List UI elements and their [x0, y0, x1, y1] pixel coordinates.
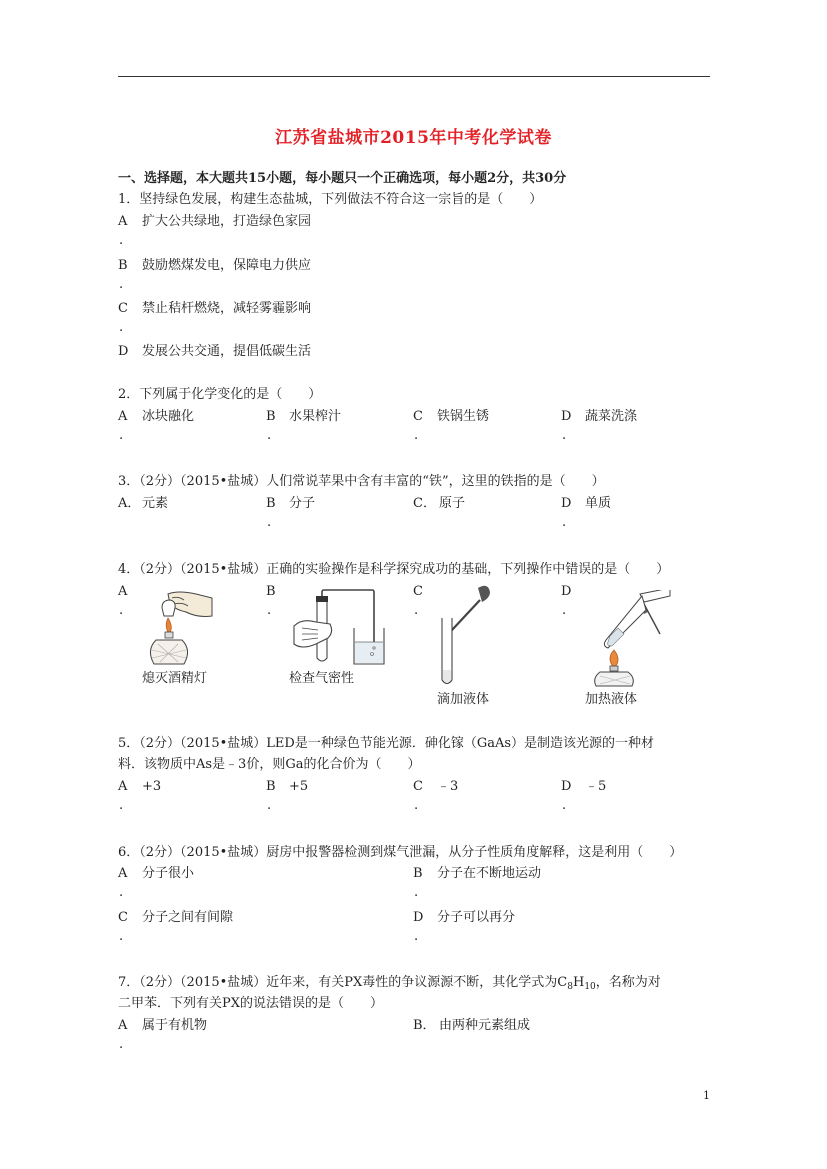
q2-option-b[interactable]: 水果榨汁 [289, 409, 342, 424]
q4-option-a-caption: 熄灭酒精灯 [142, 671, 208, 686]
q3-option-d[interactable]: 单质 [585, 496, 612, 511]
figure-heating[interactable] [584, 590, 674, 688]
bullet-dot: . [119, 929, 124, 944]
q3-option-c[interactable]: 原子 [439, 496, 466, 511]
q5-option-c[interactable]: ﹣3 [437, 779, 459, 794]
bullet-dot: . [267, 798, 272, 813]
q6-option-b-letter: B [413, 866, 423, 881]
q2-option-d-letter: D [561, 409, 572, 424]
q1-option-a[interactable]: 扩大公共绿地，打造绿色家园 [142, 214, 312, 229]
bullet-dot: . [119, 277, 124, 292]
bullet-dot: . [267, 603, 272, 618]
bullet-dot: . [414, 885, 419, 900]
page-number: 1 [703, 1089, 710, 1102]
bullet-dot: . [119, 603, 124, 618]
bullet-dot: . [562, 798, 567, 813]
q1-option-b-letter: B [118, 258, 128, 273]
q5-stem-line1: 5．（2分）（2015•盐城）LED是一种绿色节能光源．砷化镓（GaAs）是制造该光源的一种材 [118, 736, 655, 751]
header-rule [118, 76, 710, 77]
q3-option-a[interactable]: 元素 [142, 496, 169, 511]
q6-option-d-letter: D [413, 910, 424, 925]
bullet-dot: . [562, 428, 567, 443]
bullet-dot: . [267, 515, 272, 530]
figure-airtightness[interactable] [288, 588, 388, 666]
bullet-dot: . [119, 233, 124, 248]
q4-option-d-caption: 加热液体 [585, 692, 638, 707]
q1-stem: 1．坚持绿色发展，构建生态盐城，下列做法不符合这一宗旨的是（ ） [118, 192, 543, 207]
q1-option-c[interactable]: 禁止秸杆燃烧，减轻雾霾影响 [142, 301, 312, 316]
bullet-dot: . [119, 320, 124, 335]
q2-stem: 2．下列属于化学变化的是（ ） [118, 387, 322, 402]
q5-option-b[interactable]: +5 [289, 779, 309, 794]
q5-option-a-letter: A [118, 779, 128, 794]
q6-option-a-letter: A [118, 866, 128, 881]
q4-option-a-letter: A [118, 584, 128, 599]
q3-option-a-letter: A． [118, 496, 141, 511]
q6-option-d[interactable]: 分子可以再分 [437, 910, 516, 925]
q5-option-d[interactable]: ﹣5 [585, 779, 607, 794]
q7-option-a[interactable]: 属于有机物 [142, 1018, 208, 1033]
bullet-dot: . [119, 798, 124, 813]
q6-stem: 6．（2分）（2015•盐城）厨房中报警器检测到煤气泄漏，从分子性质角度解释，这是利用（ ） [118, 845, 683, 860]
bullet-dot: . [414, 603, 419, 618]
q4-stem: 4．（2分）（2015•盐城）正确的实验操作是科学探究成功的基础，下列操作中错误的是（ ） [118, 562, 670, 577]
q4-option-b-caption: 检查气密性 [289, 671, 355, 686]
q5-stem-line2: 料．该物质中As是﹣3价，则Ga的化合价为（ ） [118, 757, 421, 772]
bullet-dot: . [119, 428, 124, 443]
q2-option-c-letter: C [413, 409, 423, 424]
q5-option-a[interactable]: +3 [142, 779, 162, 794]
bullet-dot: . [562, 603, 567, 618]
bullet-dot: . [119, 885, 124, 900]
q3-option-c-letter: C． [413, 496, 436, 511]
q1-option-d-letter: D [118, 344, 129, 359]
q3-option-b[interactable]: 分子 [289, 496, 316, 511]
q2-option-a[interactable]: 冰块融化 [142, 409, 195, 424]
q6-option-a[interactable]: 分子很小 [142, 866, 195, 881]
figure-alcohol-lamp[interactable] [138, 588, 214, 668]
q2-option-c[interactable]: 铁锅生锈 [437, 409, 490, 424]
bullet-dot: . [414, 929, 419, 944]
q6-option-c-letter: C [118, 910, 128, 925]
q4-option-d-letter: D [561, 584, 572, 599]
q2-option-d[interactable]: 蔬菜洗涤 [585, 409, 638, 424]
q1-option-b[interactable]: 鼓励燃煤发电，保障电力供应 [142, 258, 312, 273]
q7-stem-line2: 二甲苯．下列有关PX的说法错误的是（ ） [118, 996, 384, 1011]
q2-option-b-letter: B [266, 409, 276, 424]
q1-option-c-letter: C [118, 301, 128, 316]
bullet-dot: . [414, 428, 419, 443]
q4-option-c-caption: 滴加液体 [437, 692, 490, 707]
q4-option-b-letter: B [266, 584, 276, 599]
q1-option-d[interactable]: 发展公共交通，提倡低碳生活 [142, 344, 312, 359]
q6-option-b[interactable]: 分子在不断地运动 [437, 866, 542, 881]
q3-option-b-letter: B [266, 496, 276, 511]
q5-option-b-letter: B [266, 779, 276, 794]
q7-stem-line1: 7．（2分）（2015•盐城）近年来，有关PX毒性的争议源源不断，其化学式为$C_8H_{10}$，名称为对 [118, 975, 661, 992]
bullet-dot: . [562, 515, 567, 530]
q1-option-a-letter: A [118, 214, 128, 229]
q7-option-b-letter: B． [413, 1018, 436, 1033]
q3-stem: 3．（2分）（2015•盐城）人们常说苹果中含有丰富的“铁”，这里的铁指的是（ ） [118, 474, 605, 489]
q3-option-d-letter: D [561, 496, 572, 511]
section-heading: 一、选择题，本大题共15小题，每小题只一个正确选项，每小题2分，共30分 [118, 171, 567, 186]
bullet-dot: . [267, 428, 272, 443]
q5-option-c-letter: C [413, 779, 423, 794]
bullet-dot: . [119, 1037, 124, 1052]
q2-option-a-letter: A [118, 409, 128, 424]
q7-option-a-letter: A [118, 1018, 128, 1033]
q7-option-b[interactable]: 由两种元素组成 [439, 1018, 531, 1033]
q5-option-d-letter: D [561, 779, 572, 794]
q4-option-c-letter: C [413, 584, 423, 599]
paper-title: 江苏省盐城市2015年中考化学试卷 [275, 128, 552, 148]
bullet-dot: . [414, 798, 419, 813]
q6-option-c[interactable]: 分子之间有间隙 [142, 910, 234, 925]
figure-dropper[interactable] [436, 584, 492, 688]
